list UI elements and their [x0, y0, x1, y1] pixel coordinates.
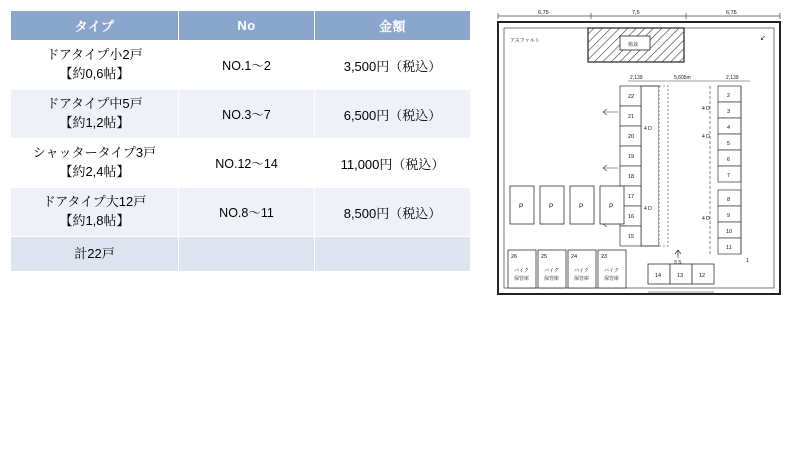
- dim-inner-mid: 5,605m: [674, 75, 691, 81]
- door-mark-right-1: 4 D: [702, 106, 710, 112]
- door-mark-right-2: 4 D: [702, 134, 710, 140]
- price-table: [10, 10, 471, 272]
- type-line-2: 【約1,2帖】: [59, 115, 130, 130]
- north-arrow-icon: ↙: [760, 35, 766, 42]
- unit-3: 3: [727, 109, 731, 115]
- cell-amount: 11,000円（税込）: [315, 139, 471, 188]
- dim-top-right: 6,75: [726, 10, 737, 16]
- unit-1: 1: [746, 258, 750, 264]
- bike-storage-label-23b: 保管庫: [604, 276, 620, 282]
- table-row: [11, 41, 471, 90]
- entry-label: 3 S: [674, 260, 682, 266]
- door-mark-left-1: 4 D: [644, 126, 652, 132]
- unit-9: 9: [727, 213, 731, 219]
- parking-stall-1: P: [519, 203, 524, 210]
- unit-15: 15: [628, 234, 635, 240]
- cell-type: [11, 41, 179, 90]
- unit-17: 17: [628, 194, 635, 200]
- unit-16: 16: [628, 214, 635, 220]
- cell-type: [11, 188, 179, 237]
- bike-storage-label-23: バイク: [604, 268, 619, 274]
- bike-storage-label-25: バイク: [544, 268, 559, 274]
- table-row: [11, 90, 471, 139]
- type-line-1: ドアタイプ中5戸: [46, 96, 143, 112]
- table-total-row: [11, 237, 471, 272]
- table-row: [11, 188, 471, 237]
- unit-19: 19: [628, 154, 635, 160]
- bike-storage-label-25b: 保管庫: [544, 276, 560, 282]
- unit-7: 7: [727, 173, 731, 179]
- unit-4: 4: [727, 125, 731, 131]
- unit-11: 11: [726, 245, 732, 251]
- table-header-row: [11, 11, 471, 41]
- unit-12: 12: [699, 273, 706, 279]
- cell-no: NO.3～7: [179, 90, 315, 139]
- type-line-2: 【約2,4帖】: [59, 164, 130, 179]
- unit-6: 6: [727, 157, 731, 163]
- type-line-2: 【約1,8帖】: [59, 213, 130, 228]
- unit-8: 8: [727, 197, 731, 203]
- dim-top-mid: 7,5: [632, 10, 640, 16]
- table-row: [11, 139, 471, 188]
- column-header-no: No: [179, 11, 315, 41]
- dim-inner-left: 2,139: [630, 75, 643, 81]
- unit-18: 18: [628, 174, 635, 180]
- cell-type: [11, 90, 179, 139]
- parking-stall-2: P: [549, 203, 554, 210]
- column-header-type: タイプ: [11, 11, 179, 41]
- cell-amount: 3,500円（税込）: [315, 41, 471, 90]
- cell-no: NO.12～14: [179, 139, 315, 188]
- cell-amount: 8,500円（税込）: [315, 188, 471, 237]
- column-header-amount: 金額: [315, 11, 471, 41]
- cell-no: NO.8～11: [179, 188, 315, 237]
- type-line-1: ドアタイプ小2戸: [46, 47, 143, 63]
- unit-13: 13: [677, 273, 684, 279]
- bike-stall-no-25: 25: [541, 254, 548, 260]
- type-line-1: シャッタータイプ3戸: [32, 145, 157, 161]
- parking-stall-4: P: [609, 203, 614, 210]
- label-asphalt: アスファルト: [510, 38, 540, 44]
- unit-2: 2: [727, 93, 731, 99]
- bike-storage-label-24b: 保管庫: [574, 276, 590, 282]
- unit-10: 10: [726, 229, 733, 235]
- bike-storage-label-26: バイク: [514, 268, 529, 274]
- cell-total-type: 計22戸: [11, 237, 179, 272]
- dim-top-left: 6,75: [538, 10, 549, 16]
- bike-stall-no-23: 23: [601, 254, 608, 260]
- bike-stall-no-26: 26: [511, 254, 518, 260]
- unit-14: 14: [655, 273, 662, 279]
- parking-stall-3: P: [579, 203, 584, 210]
- dim-inner-right: 2,139: [726, 75, 739, 81]
- floorplan-diagram: [478, 8, 790, 304]
- cell-type: [11, 139, 179, 188]
- cell-total-no: [179, 237, 315, 272]
- cell-amount: 6,500円（税込）: [315, 90, 471, 139]
- cell-no: NO.1～2: [179, 41, 315, 90]
- door-mark-left-2: 4 D: [644, 206, 652, 212]
- door-mark-right-3: 4 D: [702, 216, 710, 222]
- unit-5: 5: [727, 141, 731, 147]
- unit-21: 21: [628, 114, 635, 120]
- type-line-2: 【約0,6帖】: [59, 66, 130, 81]
- bike-storage-label-24: バイク: [574, 268, 589, 274]
- unit-22: 22: [628, 94, 635, 100]
- bike-stall-no-24: 24: [571, 254, 578, 260]
- label-planting: 植栽: [628, 42, 639, 48]
- type-line-1: ドアタイプ大12戸: [42, 194, 147, 210]
- unit-20: 20: [628, 134, 635, 140]
- bike-storage-label-26b: 保管庫: [514, 276, 530, 282]
- cell-total-amount: [315, 237, 471, 272]
